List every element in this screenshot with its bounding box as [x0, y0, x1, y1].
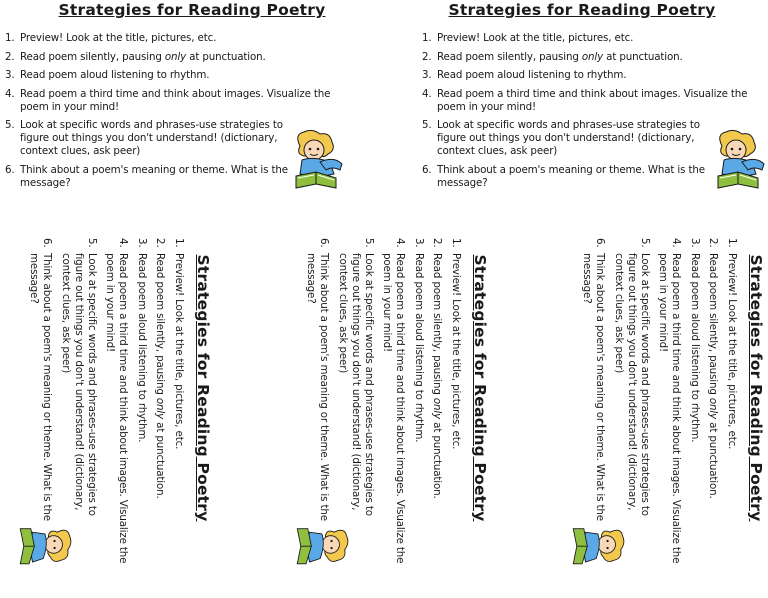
strategy-step-4: 4. Read poem a third time and think about images. Visualize the poem in your mind! — [104, 238, 130, 564]
card-title: Strategies for Reading Poetry — [194, 254, 212, 522]
girl-reading-book-icon — [15, 523, 73, 573]
strategy-step-3: 3. Read poem aloud listening to rhythm. — [5, 69, 210, 81]
strategy-step-6: 6. Think about a poem's meaning or theme. What is the message? — [581, 238, 607, 521]
strategy-step-5: 5. Look at specific words and phrases-use strategies to figure out things you don't understand! (dictionary, context clues, ask peer) — [337, 238, 375, 516]
strategy-step-3: 3. Read poem aloud listening to rhythm. — [689, 238, 701, 443]
strategy-step-5: 5. Look at specific words and phrases-use strategies to figure out things you don't understand! (dictionary, context clues, ask peer) — [5, 119, 283, 157]
card-title: Strategies for Reading Poetry — [747, 254, 765, 522]
girl-reading-book-icon — [292, 523, 350, 573]
strategy-step-2: 2. Read poem silently, pausing only at punctuation. — [5, 50, 266, 63]
strategy-step-3: 3. Read poem aloud listening to rhythm. — [413, 238, 425, 443]
strategy-step-2: 2. Read poem silently, pausing only at punctuation. — [422, 50, 683, 63]
strategy-step-1: 1. Preview! Look at the title, pictures, etc. — [726, 238, 738, 450]
strategy-step-4: 4. Read poem a third time and think about images. Visualize the poem in your mind! — [422, 87, 748, 113]
card-title: Strategies for Reading Poetry — [58, 1, 326, 19]
strategy-step-1: 1. Preview! Look at the title, pictures, etc. — [5, 32, 217, 44]
girl-reading-book-icon — [568, 523, 626, 573]
strategy-step-3: 3. Read poem aloud listening to rhythm. — [136, 238, 148, 443]
strategy-step-2: 2. Read poem silently, pausing only at punctuation. — [154, 238, 167, 499]
strategy-step-5: 5. Look at specific words and phrases-use strategies to figure out things you don't understand! (dictionary, context clues, ask peer) — [422, 119, 700, 157]
strategy-step-4: 4. Read poem a third time and think about images. Visualize the poem in your mind! — [657, 238, 683, 564]
strategy-step-1: 1. Preview! Look at the title, pictures, etc. — [173, 238, 185, 450]
strategy-step-1: 1. Preview! Look at the title, pictures, etc. — [450, 238, 462, 450]
worksheet-card-5 — [581, 238, 767, 598]
strategy-step-2: 2. Read poem silently, pausing only at punctuation. — [431, 238, 444, 499]
worksheet-card-2 — [420, 0, 768, 225]
strategy-step-6: 6. Think about a poem's meaning or theme. What is the message? — [28, 238, 54, 521]
strategy-step-3: 3. Read poem aloud listening to rhythm. — [422, 69, 627, 81]
worksheet-card-4 — [305, 238, 491, 598]
strategy-step-6: 6. Think about a poem's meaning or theme. What is the message? — [5, 163, 288, 189]
girl-reading-book-icon — [712, 128, 768, 194]
strategy-step-4: 4. Read poem a third time and think about images. Visualize the poem in your mind! — [381, 238, 407, 564]
strategy-step-6: 6. Think about a poem's meaning or theme. What is the message? — [305, 238, 331, 521]
girl-reading-book-icon — [290, 128, 346, 194]
card-title: Strategies for Reading Poetry — [448, 1, 716, 19]
strategy-step-5: 5. Look at specific words and phrases-use strategies to figure out things you don't understand! (dictionary, context clues, ask peer) — [60, 238, 98, 516]
strategy-step-1: 1. Preview! Look at the title, pictures, etc. — [422, 32, 634, 44]
worksheet-card-3 — [28, 238, 214, 598]
strategy-step-6: 6. Think about a poem's meaning or theme. What is the message? — [422, 163, 705, 189]
worksheet-card-1 — [0, 0, 384, 225]
strategy-step-5: 5. Look at specific words and phrases-use strategies to figure out things you don't understand! (dictionary, context clues, ask peer) — [613, 238, 651, 516]
strategy-step-2: 2. Read poem silently, pausing only at punctuation. — [707, 238, 720, 499]
card-title: Strategies for Reading Poetry — [471, 254, 489, 522]
strategy-step-4: 4. Read poem a third time and think about images. Visualize the poem in your mind! — [5, 87, 331, 113]
